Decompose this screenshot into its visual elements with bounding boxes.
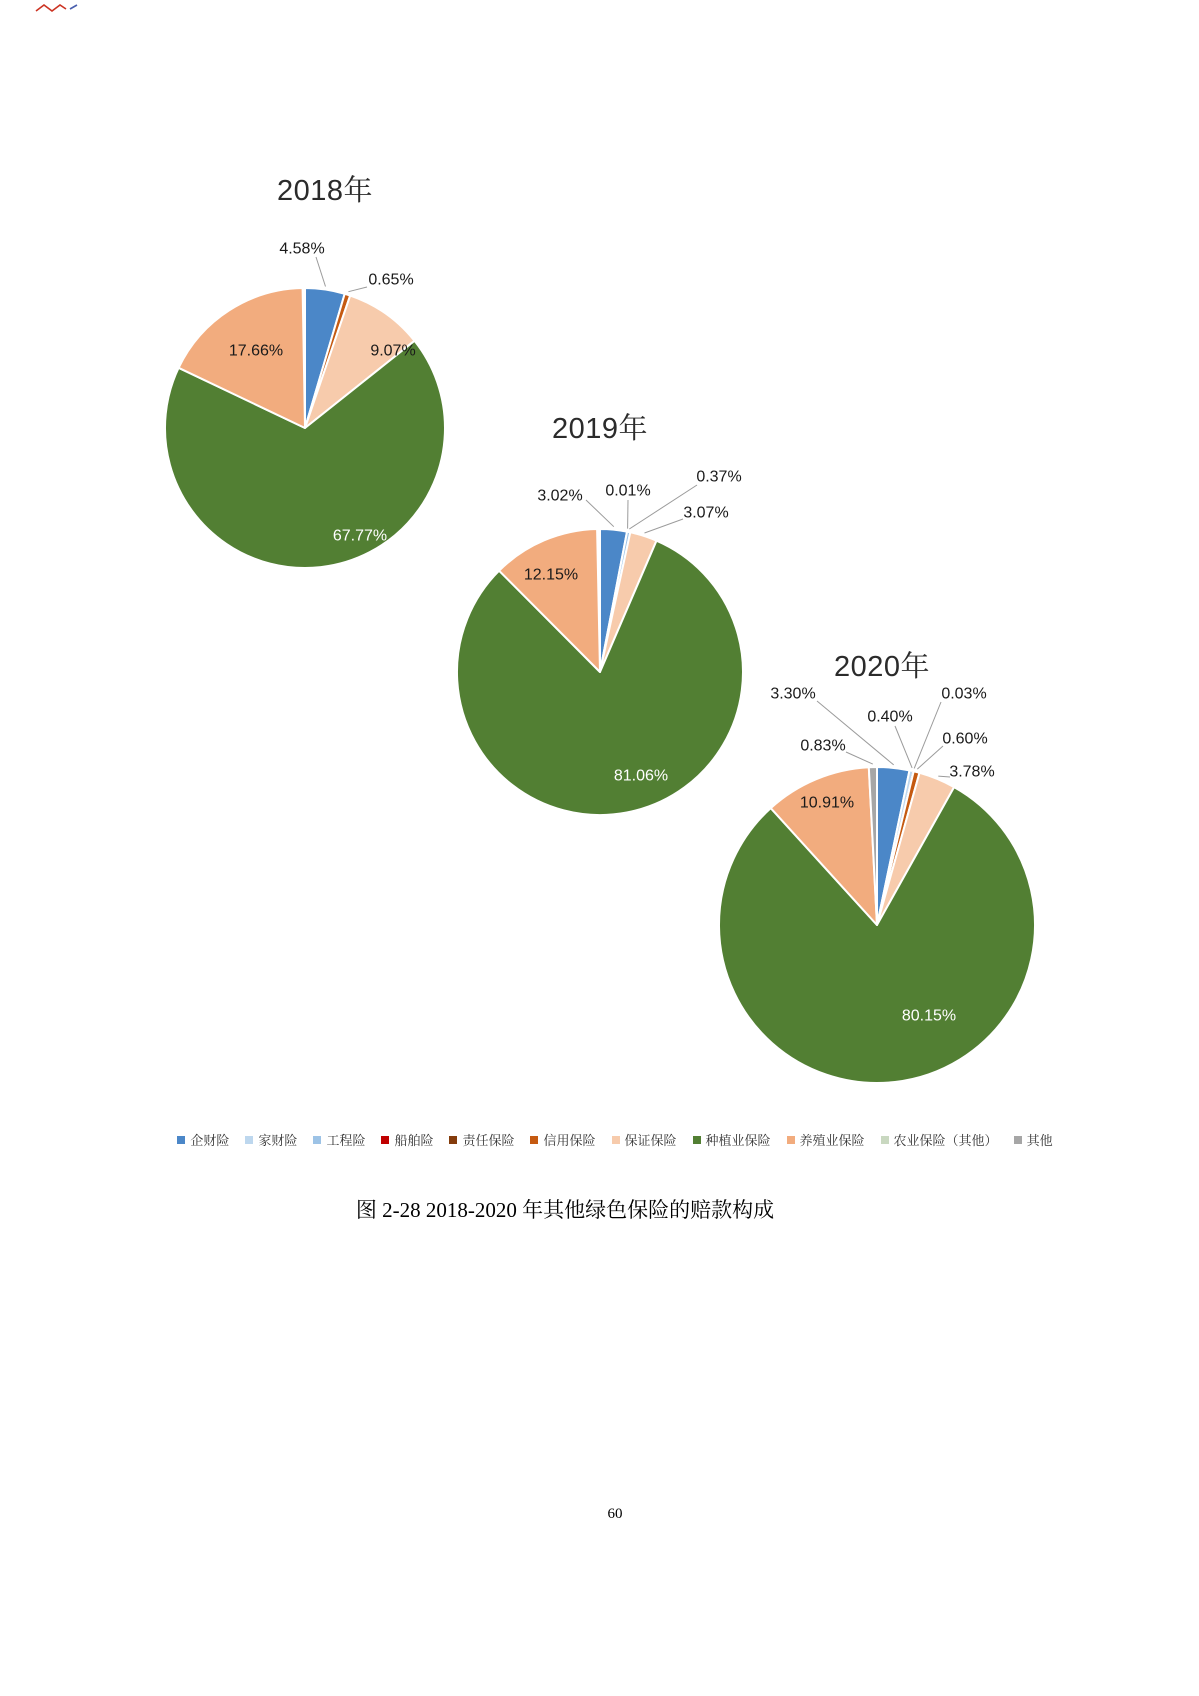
data-label: 3.78% [949,763,995,781]
legend-item [177,1130,229,1149]
legend-item-label: 保证保险 [624,1133,677,1148]
legend-item [787,1130,865,1149]
data-label: 3.30% [770,685,816,703]
data-label: 81.06% [613,767,669,785]
legend-item-label: 信用保险 [543,1133,596,1148]
legend-color-swatch [787,1136,795,1144]
legend-color-swatch [530,1136,538,1144]
leader-line [914,702,941,768]
leader-line [846,752,873,764]
legend-color-swatch [1014,1136,1022,1144]
legend-item-label: 责任保险 [462,1133,515,1148]
leader-line [917,746,943,769]
legend-color-swatch [381,1136,389,1144]
data-label: 0.03% [941,685,987,703]
data-label: 10.91% [799,794,855,812]
legend-item [693,1130,771,1149]
leader-line [316,257,326,287]
pie-chart-2018年 [165,241,445,569]
chart-legend [110,1130,1120,1149]
legend-item-label: 工程险 [326,1133,366,1148]
legend-color-swatch [612,1136,620,1144]
legend-item-label: 家财险 [258,1133,298,1148]
legend-item-label: 企财险 [190,1133,230,1148]
legend-color-swatch [693,1136,701,1144]
data-label: 0.40% [867,708,913,726]
page-number: 60 [607,1506,623,1522]
leader-line [348,287,367,292]
legend-item-label: 种植业保险 [705,1133,771,1148]
figure-caption: 图 2-28 2018-2020 年其他绿色保险的赔款构成 [355,1198,775,1222]
legend-item [245,1130,297,1149]
leader-line [938,776,950,777]
legend-item [449,1130,514,1149]
legend-item-label: 其他 [1026,1133,1053,1148]
legend-item-label: 养殖业保险 [799,1133,865,1148]
legend-color-swatch [177,1136,185,1144]
legend-color-swatch [313,1136,321,1144]
data-label: 0.60% [942,730,988,748]
data-label: 67.77% [332,527,388,545]
data-label: 0.01% [605,482,651,500]
data-label: 0.65% [368,271,414,289]
legend-item-label: 船舶险 [394,1133,434,1148]
data-label: 9.07% [370,342,416,360]
pie-chart-2019年 [457,469,743,816]
pie-chart-2020年 [719,686,1035,1084]
legend-item [612,1130,677,1149]
legend-item [881,1130,998,1149]
red-pen-mark [36,5,66,11]
leader-line [895,726,912,768]
data-label: 12.15% [523,566,579,584]
leader-line [586,500,614,527]
legend-item [1014,1130,1053,1149]
chart-title-2020: 2020年 [833,651,930,683]
legend-color-swatch [881,1136,889,1144]
legend-color-swatch [245,1136,253,1144]
legend-item [530,1130,595,1149]
data-label: 17.66% [228,342,284,360]
legend-item [313,1130,365,1149]
data-label: 3.07% [683,504,729,522]
legend-item-label: 农业保险（其他） [893,1133,998,1148]
data-label: 3.02% [537,487,583,505]
legend-color-swatch [449,1136,457,1144]
data-label: 0.83% [800,737,846,755]
leader-line [645,519,684,533]
legend-item [381,1130,433,1149]
data-label: 4.58% [279,240,325,258]
chart-title-2019: 2019年 [551,413,648,445]
data-label: 0.37% [696,468,742,486]
chart-title-2018: 2018年 [276,175,373,207]
data-label: 80.15% [901,1007,957,1025]
blue-pen-mark [70,5,77,9]
